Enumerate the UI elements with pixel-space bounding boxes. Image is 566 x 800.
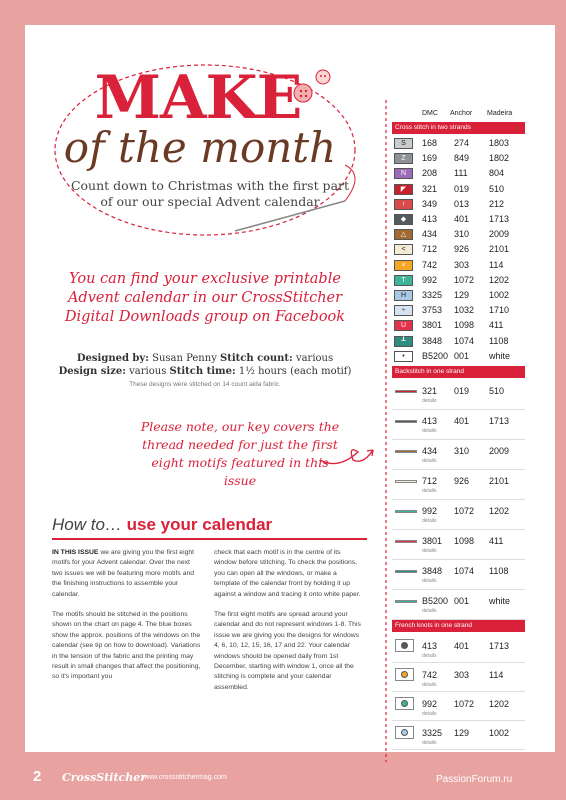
col-anchor: Anchor (450, 110, 473, 117)
anchor-value: 303 (454, 259, 470, 270)
anchor-value: 303 (454, 670, 470, 680)
details-label: details (422, 653, 437, 659)
anchor-value: 1072 (454, 699, 475, 709)
key-row (392, 197, 525, 212)
backstitch-row (392, 380, 525, 410)
backstitch-row (392, 470, 525, 500)
design-size-label: Design size: (58, 366, 126, 377)
symbol-swatch: ÷ (394, 305, 413, 316)
anchor-value: 111 (454, 168, 468, 179)
key-row (392, 166, 525, 181)
key-header (383, 110, 525, 122)
anchor-value: 013 (454, 198, 470, 209)
madeira-value: 212 (489, 198, 505, 209)
madeira-value: 2009 (489, 229, 510, 240)
madeira-value: 1713 (489, 416, 510, 426)
symbol-swatch: U (394, 320, 413, 331)
madeira-value: 114 (489, 670, 504, 680)
howto-column-2 (214, 548, 364, 703)
howto-paragraph: we are giving you the first eight motifs for your Advent calendar. Over the next two issues we will be featuring more motifs and the finishing instructions to assemble your calendar. (52, 549, 195, 598)
dmc-value: 742 (422, 259, 438, 270)
french-knot-row (392, 636, 525, 663)
anchor-value: 310 (454, 446, 470, 456)
dmc-value: 208 (422, 168, 438, 179)
dmc-value: 3848 (422, 566, 443, 576)
section-cross-stitch: Cross stitch in two strands (392, 122, 525, 134)
dmc-value: 169 (422, 153, 438, 164)
section-french-knots: French knots in one strand (392, 620, 525, 632)
knot-swatch (395, 697, 414, 710)
details-label: details (422, 682, 437, 688)
madeira-value: 114 (489, 259, 504, 270)
anchor-value: 1032 (454, 305, 475, 316)
key-row (392, 212, 525, 227)
anchor-value: 129 (454, 290, 470, 300)
anchor-value: 001 (454, 350, 470, 361)
symbol-swatch: ◤ (394, 184, 413, 195)
madeira-value: 1710 (489, 305, 510, 316)
dmc-value: 742 (422, 670, 438, 680)
details-label: details (422, 488, 437, 494)
dmc-value: 413 (422, 416, 438, 426)
dmc-value: 321 (422, 183, 438, 194)
dmc-value: 712 (422, 244, 438, 255)
howto-heading (52, 515, 272, 535)
howto-column-1 (52, 548, 202, 693)
madeira-value: 804 (489, 168, 505, 179)
anchor-value: 401 (454, 416, 470, 426)
madeira-value: 1713 (489, 641, 510, 651)
howto-paragraph: check that each motif is in the centre of its window before stitching. To check the positions, you can open all the windows, or make a template of the calendar front by holding it up against a window and tracing it onto white paper. (214, 549, 361, 598)
button-icon (316, 70, 330, 84)
details-label: details (422, 578, 437, 584)
fabric-note: These designs were stitched on 14 count aida fabric. (129, 381, 281, 388)
madeira-value: 1202 (489, 506, 510, 516)
anchor-value: 1072 (454, 506, 475, 516)
symbol-swatch: Z (394, 153, 413, 164)
stitch-time-value: 1½ hours (each motif) (238, 366, 352, 377)
anchor-value: 310 (454, 229, 470, 240)
dmc-value: 349 (422, 198, 438, 209)
key-row (392, 273, 525, 288)
anchor-value: 129 (454, 728, 470, 738)
thread-line (395, 390, 417, 393)
french-knot-row (392, 694, 525, 721)
key-row (392, 349, 525, 364)
details-label: details (422, 458, 437, 464)
backstitch-row (392, 410, 525, 440)
madeira-value: 510 (489, 386, 505, 396)
symbol-swatch: ◆ (394, 214, 413, 225)
title-of-the-month: of the month (63, 123, 337, 172)
knot-dot-icon (401, 671, 408, 678)
anchor-value: 1074 (454, 335, 475, 346)
dmc-value: 413 (422, 641, 438, 651)
symbol-swatch: S (394, 138, 413, 149)
dmc-value: 168 (422, 138, 438, 148)
facebook-note: You can find your exclusive printable Advent calendar in our CrossStitcher Digital Downloads group on Facebook (64, 271, 346, 325)
intro-text: Count down to Christmas with the first part of our our special Advent calendar (70, 178, 350, 209)
madeira-value: 2009 (489, 446, 510, 456)
madeira-value: 2101 (489, 244, 510, 255)
symbol-swatch: × (394, 260, 413, 271)
madeira-value: 1002 (489, 728, 510, 738)
madeira-value: white (489, 596, 511, 606)
dmc-value: 992 (422, 274, 438, 285)
symbol-swatch: < (394, 244, 413, 255)
magazine-url: www.crossstitchermag.com (142, 774, 227, 781)
key-row (392, 136, 525, 151)
thread-line (395, 600, 417, 603)
anchor-value: 926 (454, 476, 470, 486)
anchor-value: 001 (454, 596, 470, 606)
howto-paragraph: The first eight motifs are spread around your calendar and do not represent windows 1-8. This issue we are giving you the designs for windows 4, 6, 10, 12, 15, 16, 17 and 22. Your calendar windows should be opened daily from 1st December, starting with window 1, once all the stitching is complete and your calendar assembled. (214, 611, 361, 691)
anchor-value: 019 (454, 386, 470, 396)
details-label: details (422, 548, 437, 554)
divider (52, 538, 367, 540)
anchor-value: 401 (454, 214, 470, 224)
thread-key (383, 100, 525, 762)
madeira-value: white (489, 350, 511, 361)
dmc-value: 992 (422, 699, 438, 709)
key-row (392, 303, 525, 318)
dmc-value: 321 (422, 386, 438, 396)
madeira-value: 1202 (489, 699, 510, 709)
anchor-value: 1072 (454, 274, 475, 285)
designed-by-label: Designed by: (76, 353, 149, 364)
thread-line (395, 420, 417, 423)
dmc-value: 434 (422, 229, 438, 240)
stitch-count-label: Stitch count: (220, 353, 293, 364)
details-label: details (422, 740, 437, 746)
anchor-value: 926 (454, 244, 470, 255)
details-label: details (422, 608, 437, 614)
stitch-time-label: Stitch time: (169, 366, 236, 377)
design-size-value: various (129, 366, 167, 377)
dmc-value: 3325 (422, 728, 443, 738)
dmc-value: B5200 (422, 596, 449, 606)
key-row (392, 288, 525, 303)
dmc-value: 712 (422, 476, 438, 486)
dmc-value: 413 (422, 214, 438, 224)
madeira-value: 1002 (489, 290, 510, 300)
key-row (392, 151, 525, 166)
backstitch-row (392, 560, 525, 590)
dmc-value: 3753 (422, 305, 443, 316)
thread-line (395, 480, 417, 483)
madeira-value: 2101 (489, 476, 510, 486)
madeira-value: 1802 (489, 153, 510, 164)
details-label: details (422, 398, 437, 404)
backstitch-row (392, 500, 525, 530)
knot-swatch (395, 639, 414, 652)
dmc-value: 3801 (422, 320, 443, 331)
symbol-swatch: ↑ (394, 199, 413, 210)
thread-line (395, 510, 417, 513)
key-row (392, 334, 525, 349)
magazine-logo: CrossStitcher (62, 771, 147, 784)
symbol-swatch: H (394, 290, 413, 301)
knot-dot-icon (401, 642, 408, 649)
title-make: MAKE (94, 63, 302, 133)
stitch-border (383, 100, 389, 762)
knot-swatch (395, 668, 414, 681)
key-row (392, 242, 525, 257)
howto-paragraph: The motifs should be stitched in the positions shown on the chart on page 4. The blue boxes show the approx. positions of the windows on the calendar (see tip on how to download). Variations in the tension of the fabric and the printing may result in small changes that affect the positioning, so it's important you (52, 611, 201, 681)
anchor-value: 1098 (454, 536, 475, 546)
symbol-swatch: N (394, 168, 413, 179)
dmc-value: 992 (422, 506, 438, 516)
anchor-value: 274 (454, 138, 470, 148)
madeira-value: 1713 (489, 214, 510, 224)
dmc-value: 3848 (422, 335, 443, 346)
page-number: 2 (33, 768, 42, 785)
anchor-value: 019 (454, 183, 470, 194)
key-row (392, 258, 525, 273)
key-note: Please note, our key covers the thread needed for just the first eight motifs featured in this issue (140, 419, 340, 488)
dmc-value: 434 (422, 446, 438, 456)
thread-line (395, 450, 417, 453)
anchor-value: 1098 (454, 320, 475, 331)
knot-swatch (395, 726, 414, 739)
thread-line (395, 540, 417, 543)
knot-dot-icon (401, 700, 408, 707)
in-this-issue-lead: IN THIS ISSUE (52, 549, 99, 556)
stitch-count-value: various (295, 353, 334, 364)
thread-line (395, 570, 417, 573)
symbol-swatch: • (394, 351, 413, 362)
key-row (392, 227, 525, 242)
backstitch-row (392, 590, 525, 620)
col-madeira: Madeira (487, 110, 513, 117)
watermark: PassionForum.ru (436, 774, 513, 785)
symbol-swatch: T (394, 275, 413, 286)
backstitch-row (392, 530, 525, 560)
symbol-swatch: ┸ (394, 336, 413, 347)
anchor-value: 401 (454, 641, 470, 651)
section-backstitch: Backstitch in one strand (392, 366, 525, 378)
symbol-swatch: △ (394, 229, 413, 240)
design-credits (40, 352, 370, 391)
details-label: details (422, 428, 437, 434)
backstitch-row (392, 440, 525, 470)
dmc-value: 3801 (422, 536, 443, 546)
details-label: details (422, 711, 437, 717)
madeira-value: 411 (489, 536, 504, 546)
madeira-value: 1202 (489, 274, 510, 285)
arrow-icon (318, 440, 378, 470)
howto-title: use your calendar (126, 515, 273, 534)
madeira-value: 411 (489, 320, 504, 331)
dmc-value: 3325 (422, 290, 443, 300)
col-dmc: DMC (422, 110, 438, 117)
madeira-value: 510 (489, 183, 505, 194)
madeira-value: 1108 (489, 566, 509, 576)
designed-by-value: Susan Penny (152, 353, 217, 364)
knot-dot-icon (401, 729, 408, 736)
key-row (392, 182, 525, 197)
french-knot-row (392, 665, 525, 692)
howto-title-prefix: How to… (52, 515, 122, 534)
french-knot-row (392, 723, 525, 750)
madeira-value: 1108 (489, 335, 509, 346)
details-label: details (422, 518, 437, 524)
key-row (392, 318, 525, 333)
dmc-value: B5200 (422, 350, 449, 361)
anchor-value: 849 (454, 153, 470, 164)
madeira-value: 1803 (489, 138, 510, 148)
anchor-value: 1074 (454, 566, 475, 576)
